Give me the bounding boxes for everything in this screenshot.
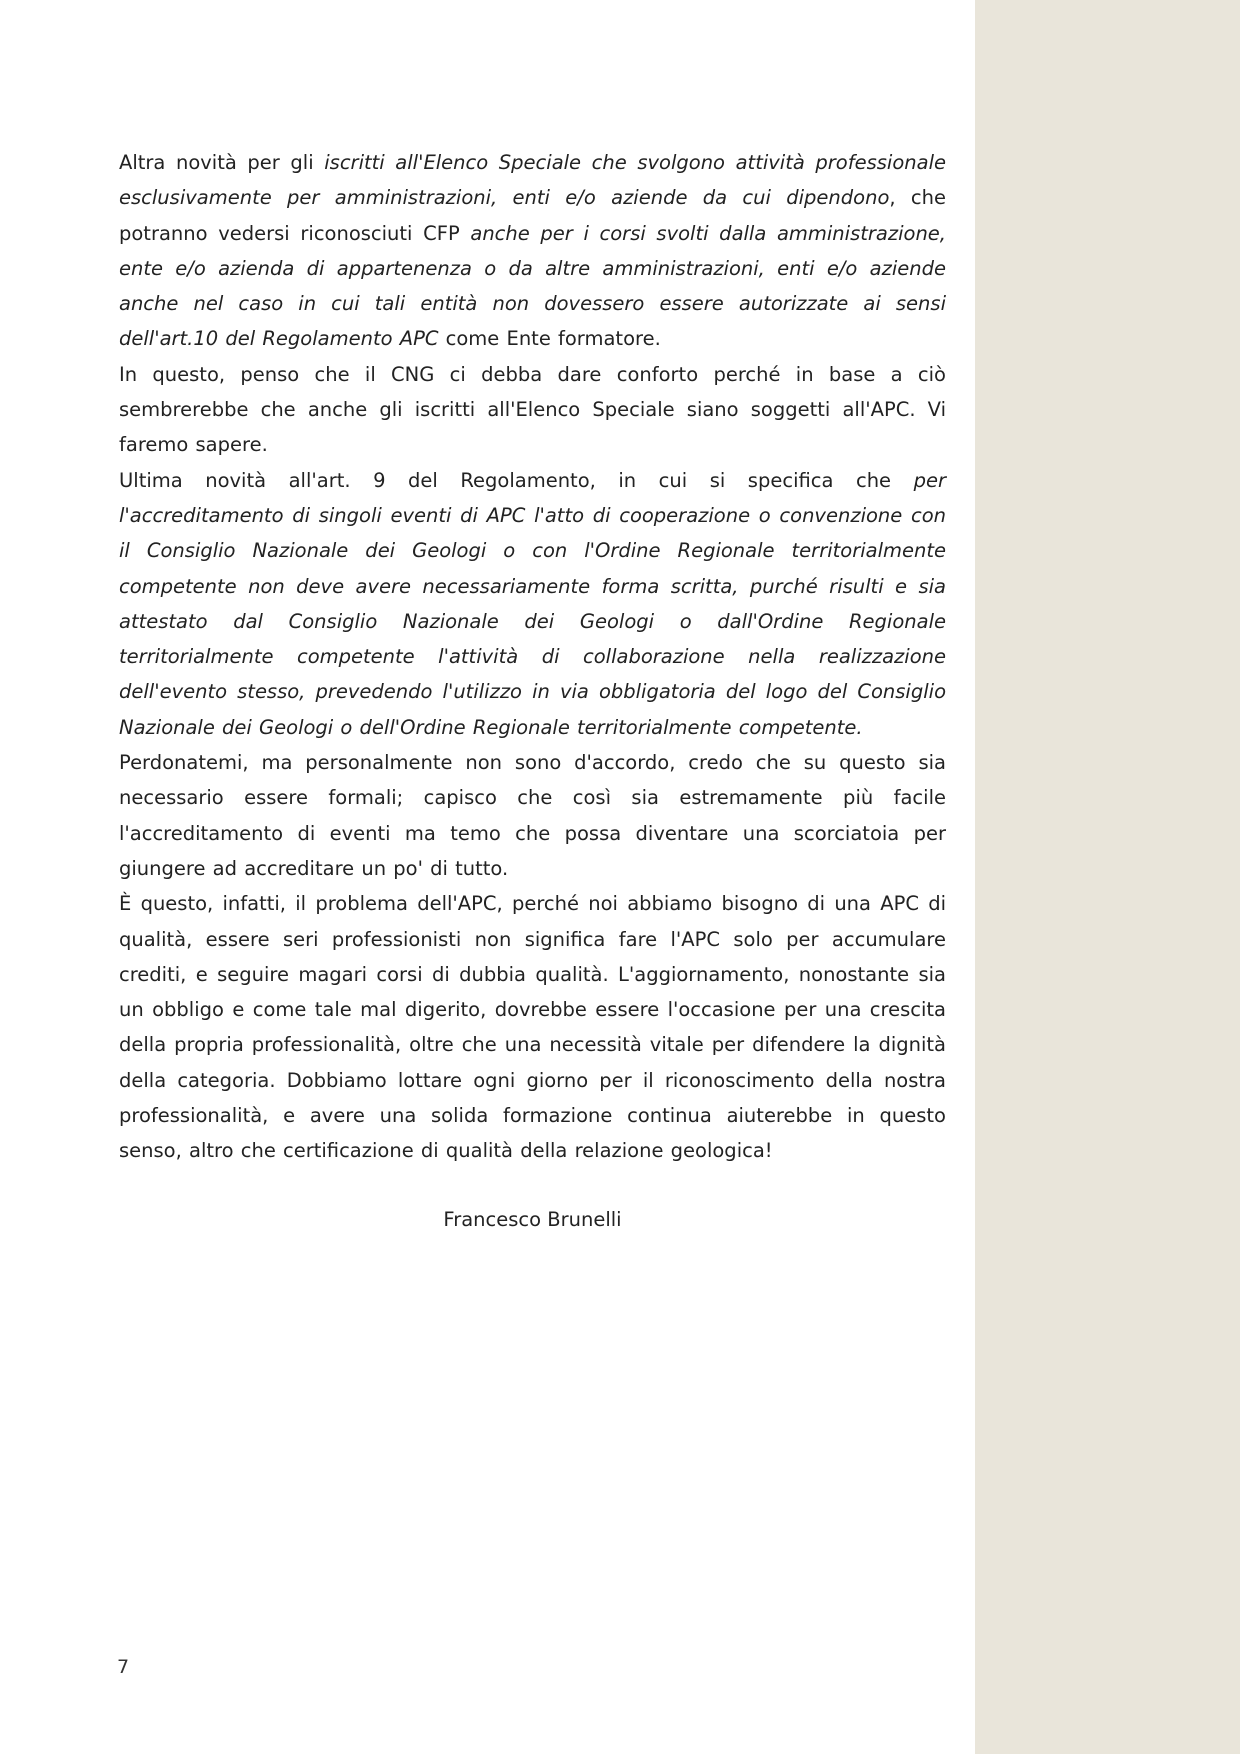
text-segment: , che potranno vedersi riconosciuti CFP [119,186,946,245]
text-segment: Altra novità per gli [119,151,325,174]
text-segment: Perdonatemi, ma personalmente non sono d'accordo, credo che su questo sia necessario essere formali; capisco che così sia estremamente più facile l'accreditamento di eventi ma temo che possa diventare una scorciatoia per giungere ad accreditare un po' di tutto. [119,751,946,880]
text-segment: come Ente formatore. [438,327,661,351]
paragraph [119,886,946,1168]
paragraph [119,357,946,463]
paragraph [119,745,946,886]
italic-text-segment: anche per i corsi svolti dalla amministrazione, ente e/o azienda di appartenenza o da altre amministrazioni, enti e/o aziende anche nel caso in cui tali entità non dovessero essere autorizzate ai sensi dell'art.10 del Regolamento APC [119,221,946,351]
text-segment: È questo, infatti, il problema dell'APC, perché noi abbiamo bisogno di una APC di qualità, essere seri professionisti non significa fare l'APC solo per accumulare crediti, e seguire magari corsi di dubbia qualità. L'aggiornamento, nonostante sia un obbligo e come tale mal digerito, dovrebbe essere l'occasione per una crescita della propria professionalità, oltre che una necessità vitale per difendere la dignità della categoria. Dobbiamo lottare ogni giorno per il riconoscimento della nostra professionalità, e avere una solida formazione continua aiuterebbe in questo senso, altro che certificazione di qualità della relazione geologica! [119,892,946,1163]
page-number: 7 [117,1656,130,1678]
author-signature: Francesco Brunelli [443,1208,622,1231]
decorative-side-band [975,0,1240,1754]
paragraph [119,463,946,745]
text-segment: In questo, penso che il CNG ci debba dare conforto perché in base a ciò sembrerebbe che anche gli iscritti all'Elenco Speciale siano soggetti all'APC. Vi faremo sapere. [119,362,946,457]
italic-text-segment: iscritti all'Elenco Speciale che svolgono attività professionale esclusivamente per amministrazioni, enti e/o aziende da cui dipendono [119,151,946,210]
text-segment: Ultima novità all'art. 9 del Regolamento, in cui si specifica che [119,468,914,492]
italic-text-segment: per l'accreditamento di singoli eventi di APC l'atto di cooperazione o convenzione con il Consiglio Nazionale dei Geologi o con l'Ordine Regionale territorialmente competente non deve avere necessariamente forma scritta, purché risulti e sia attestato dal Consiglio Nazionale dei Geologi o dall'Ordine Regionale territorialmente competente l'attività di collaborazione nella realizzazione dell'evento stesso, prevedendo l'utilizzo in via obbligatoria del logo del Consiglio Nazionale dei Geologi o dell'Ordine Regionale territorialmente competente. [119,468,946,739]
paragraph [119,145,946,357]
article-body [119,145,946,1169]
